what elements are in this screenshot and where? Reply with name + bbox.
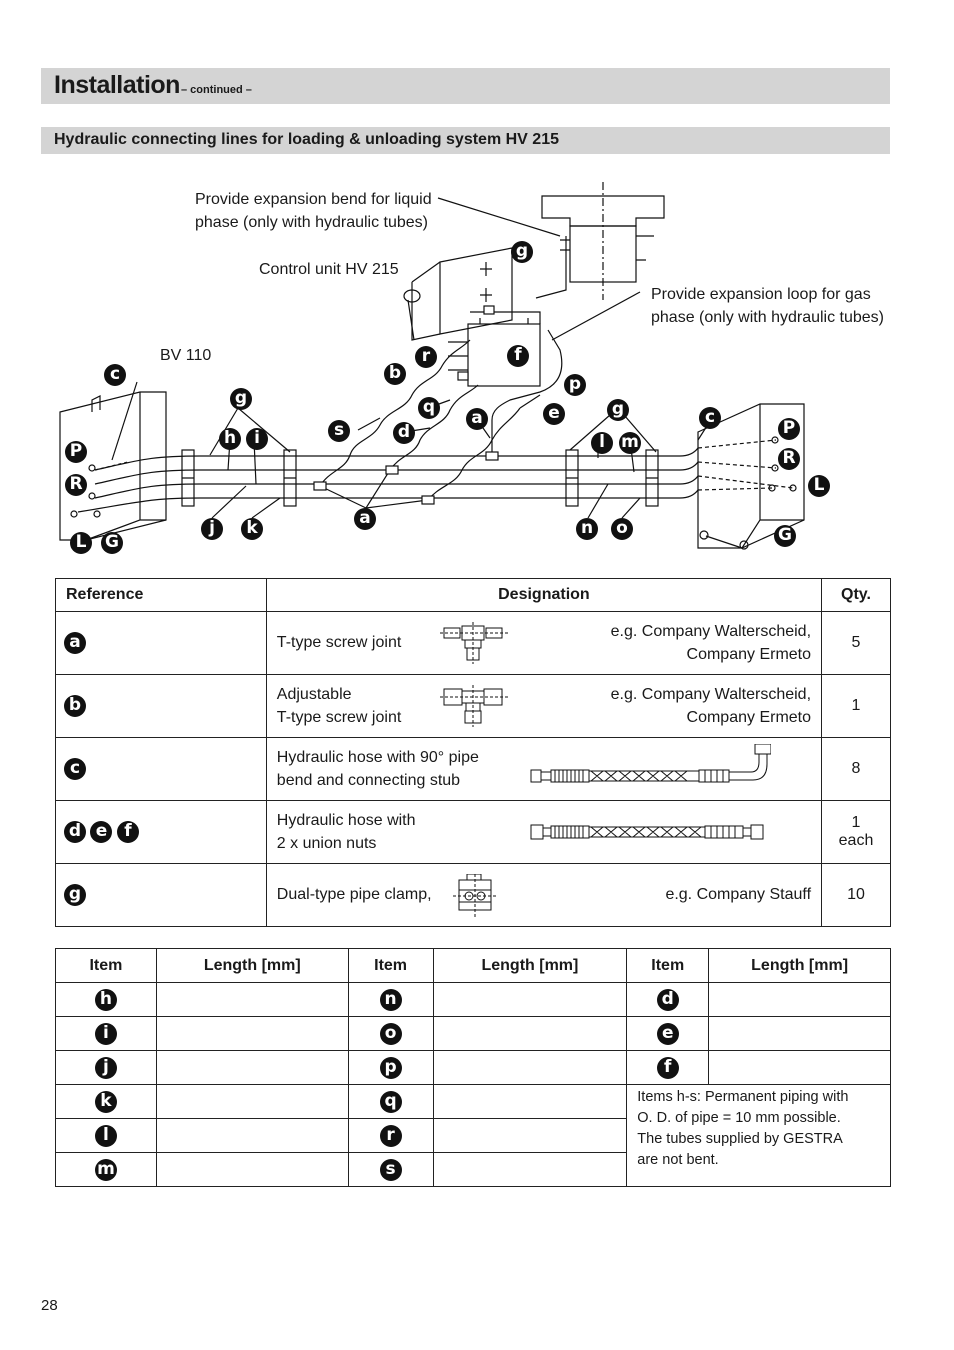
bv110-label: BV 110: [160, 347, 212, 364]
item-badge: o: [380, 1023, 402, 1045]
table-row: [56, 1017, 891, 1051]
badge-G-right: G: [774, 525, 796, 547]
table-row: [56, 1085, 891, 1119]
length-cell[interactable]: [433, 1119, 627, 1153]
length-cell[interactable]: [156, 1017, 348, 1051]
subsection-title: Hydraulic connecting lines for loading & unloading system HV 215: [54, 131, 559, 148]
pipe-clamp-icon: [453, 874, 497, 918]
length-cell[interactable]: [156, 1085, 348, 1119]
qty-cell: 10: [822, 864, 891, 927]
gas-phase-note-line1: Provide expansion loop for gas: [651, 286, 871, 303]
maker-line2: Company Ermeto: [686, 646, 812, 663]
gas-phase-note-line2: phase (only with hydraulic tubes): [651, 309, 885, 326]
qty-cell: 5: [822, 612, 891, 675]
item-cell: [348, 1119, 433, 1153]
item-cell: [627, 983, 709, 1017]
badge-j: j: [201, 518, 223, 540]
gas-phase-note: [651, 283, 884, 329]
piping-note: [627, 1085, 891, 1187]
maker-line2: Company Ermeto: [686, 709, 812, 726]
note-line1: Items h-s: Permanent piping with: [637, 1089, 849, 1105]
badge-b: b: [384, 363, 406, 385]
liquid-phase-note: [195, 188, 432, 234]
hose-union-nuts-icon: [529, 821, 769, 845]
length-table-header: [56, 949, 891, 983]
liquid-phase-note-line2: phase (only with hydraulic tubes): [195, 214, 429, 231]
designation-cell: [266, 801, 821, 864]
control-unit-bracket: [440, 248, 512, 334]
item-cell: [56, 1153, 157, 1187]
ref-badge: b: [64, 695, 86, 717]
badge-i: i: [246, 428, 268, 450]
table-row: [56, 612, 891, 675]
item-badge: j: [95, 1057, 117, 1079]
item-cell: [348, 1085, 433, 1119]
item-badge: i: [95, 1023, 117, 1045]
badge-g-left: g: [230, 388, 252, 410]
ref-cell: [56, 801, 267, 864]
t-joint-icon: [440, 622, 508, 664]
item-cell: [348, 1017, 433, 1051]
designation-line1: Hydraulic hose with: [276, 812, 416, 829]
header-designation: Designation: [266, 579, 821, 612]
header-item: Item: [56, 949, 157, 983]
badge-n: n: [576, 518, 598, 540]
table-row: [56, 675, 891, 738]
header-item: Item: [627, 949, 709, 983]
item-badge: r: [380, 1125, 402, 1147]
table-row: [56, 801, 891, 864]
badge-f: f: [507, 345, 529, 367]
ref-cell: [56, 675, 267, 738]
badge-h: h: [219, 428, 241, 450]
header-reference: Reference: [56, 579, 267, 612]
header-length: Length [mm]: [433, 949, 627, 983]
subsection-header: [41, 127, 890, 154]
item-cell: [348, 983, 433, 1017]
item-badge: p: [380, 1057, 402, 1079]
control-unit-label: Control unit HV 215: [259, 261, 399, 278]
designation-text: Dual-type pipe clamp,: [276, 886, 432, 903]
badge-q: q: [418, 397, 440, 419]
item-badge: q: [380, 1091, 402, 1113]
length-cell[interactable]: [156, 1153, 348, 1187]
badge-L-left: L: [70, 532, 92, 554]
designation-line1: Adjustable: [276, 686, 352, 703]
header-item: Item: [348, 949, 433, 983]
length-cell[interactable]: [709, 1051, 891, 1085]
item-cell: [56, 1085, 157, 1119]
badge-c-right: c: [699, 407, 721, 429]
ref-badge: a: [64, 632, 86, 654]
length-cell[interactable]: [709, 1017, 891, 1051]
item-cell: [348, 1051, 433, 1085]
liquid-phase-note-line1: Provide expansion bend for liquid: [195, 191, 432, 208]
note-line4: are not bent.: [637, 1152, 719, 1168]
badge-s: s: [328, 420, 350, 442]
ref-badge: d: [64, 821, 86, 843]
parts-table-header: [56, 579, 891, 612]
designation-cell: [266, 612, 821, 675]
page-title: Installation: [54, 71, 180, 99]
item-badge: m: [95, 1159, 117, 1181]
note-line2: O. D. of pipe = 10 mm possible.: [637, 1110, 841, 1126]
badge-r: r: [415, 346, 437, 368]
length-cell[interactable]: [433, 1051, 627, 1085]
designation-cell: [266, 675, 821, 738]
continued-note: – continued –: [181, 84, 252, 96]
qty-cell: 8: [822, 738, 891, 801]
badge-k: k: [241, 518, 263, 540]
table-row: [56, 983, 891, 1017]
ref-badge: f: [117, 821, 139, 843]
maker-text: [611, 620, 811, 666]
maker-line1: e.g. Company Walterscheid,: [610, 686, 812, 703]
qty-cell: 1 each: [822, 801, 891, 864]
designation-line1: Hydraulic hose with 90° pipe: [276, 749, 479, 766]
badge-d: d: [393, 422, 415, 444]
badge-g-top: g: [511, 241, 533, 263]
ref-badge: g: [64, 884, 86, 906]
note-line3: The tubes supplied by GESTRA: [637, 1131, 843, 1147]
item-cell: [56, 1119, 157, 1153]
designation-text: [277, 746, 479, 792]
designation-line2: T-type screw joint: [276, 709, 402, 726]
length-cell[interactable]: [433, 1153, 627, 1187]
ref-cell: [56, 612, 267, 675]
badge-l: l: [591, 432, 613, 454]
ref-cell: [56, 738, 267, 801]
badge-P-left: P: [65, 441, 87, 463]
item-badge: f: [657, 1057, 679, 1079]
item-cell: [56, 1051, 157, 1085]
adjustable-t-joint-icon: [440, 685, 508, 727]
badge-g-right: g: [607, 399, 629, 421]
badge-o: o: [611, 518, 633, 540]
maker-text: [611, 683, 811, 729]
length-cell[interactable]: [433, 1085, 627, 1119]
header-length: Length [mm]: [709, 949, 891, 983]
designation-cell: [266, 864, 821, 927]
maker-line1: e.g. Company Walterscheid,: [610, 623, 812, 640]
header-qty: Qty.: [822, 579, 891, 612]
parts-table: [55, 578, 891, 927]
designation-line2: 2 x union nuts: [276, 835, 377, 852]
badge-p: p: [564, 374, 586, 396]
item-badge: s: [380, 1159, 402, 1181]
ref-cell: [56, 864, 267, 927]
badge-P-right: P: [778, 418, 800, 440]
designation-text: T-type screw joint: [276, 634, 402, 651]
badge-L-right: L: [808, 475, 830, 497]
length-cell[interactable]: [433, 983, 627, 1017]
designation-text: [277, 809, 416, 855]
item-cell: [627, 1017, 709, 1051]
item-badge: e: [657, 1023, 679, 1045]
item-badge: d: [657, 989, 679, 1011]
badge-G-left: G: [101, 532, 123, 554]
badge-R-left: R: [65, 474, 87, 496]
length-cell[interactable]: [433, 1017, 627, 1051]
item-badge: h: [95, 989, 117, 1011]
header-length: Length [mm]: [156, 949, 348, 983]
table-row: [56, 864, 891, 927]
table-row: [56, 738, 891, 801]
qty-cell: 1: [822, 675, 891, 738]
piping-diagram: [0, 170, 954, 565]
badge-c-left: c: [104, 364, 126, 386]
badge-a-upper: a: [466, 408, 488, 430]
page-number: 28: [41, 1297, 58, 1314]
length-cell[interactable]: [156, 983, 348, 1017]
designation-text: [277, 683, 401, 729]
badge-a-lower: a: [354, 508, 376, 530]
item-cell: [627, 1051, 709, 1085]
item-badge: l: [95, 1125, 117, 1147]
designation-cell: [266, 738, 821, 801]
length-table: [55, 948, 891, 1187]
length-cell[interactable]: [709, 983, 891, 1017]
ref-badge: e: [90, 821, 112, 843]
badge-R-right: R: [778, 448, 800, 470]
length-cell[interactable]: [156, 1051, 348, 1085]
ref-badge: c: [64, 758, 86, 780]
item-badge: k: [95, 1091, 117, 1113]
hose-bend-icon: [529, 744, 771, 792]
maker-text: e.g. Company Stauff: [665, 886, 812, 903]
item-badge: n: [380, 989, 402, 1011]
section-header: [41, 68, 890, 104]
item-cell: [56, 1017, 157, 1051]
item-cell: [348, 1153, 433, 1187]
table-row: [56, 1051, 891, 1085]
item-cell: [56, 983, 157, 1017]
badge-m: m: [619, 432, 641, 454]
length-cell[interactable]: [156, 1119, 348, 1153]
badge-e: e: [543, 403, 565, 425]
designation-line2: bend and connecting stub: [276, 772, 461, 789]
